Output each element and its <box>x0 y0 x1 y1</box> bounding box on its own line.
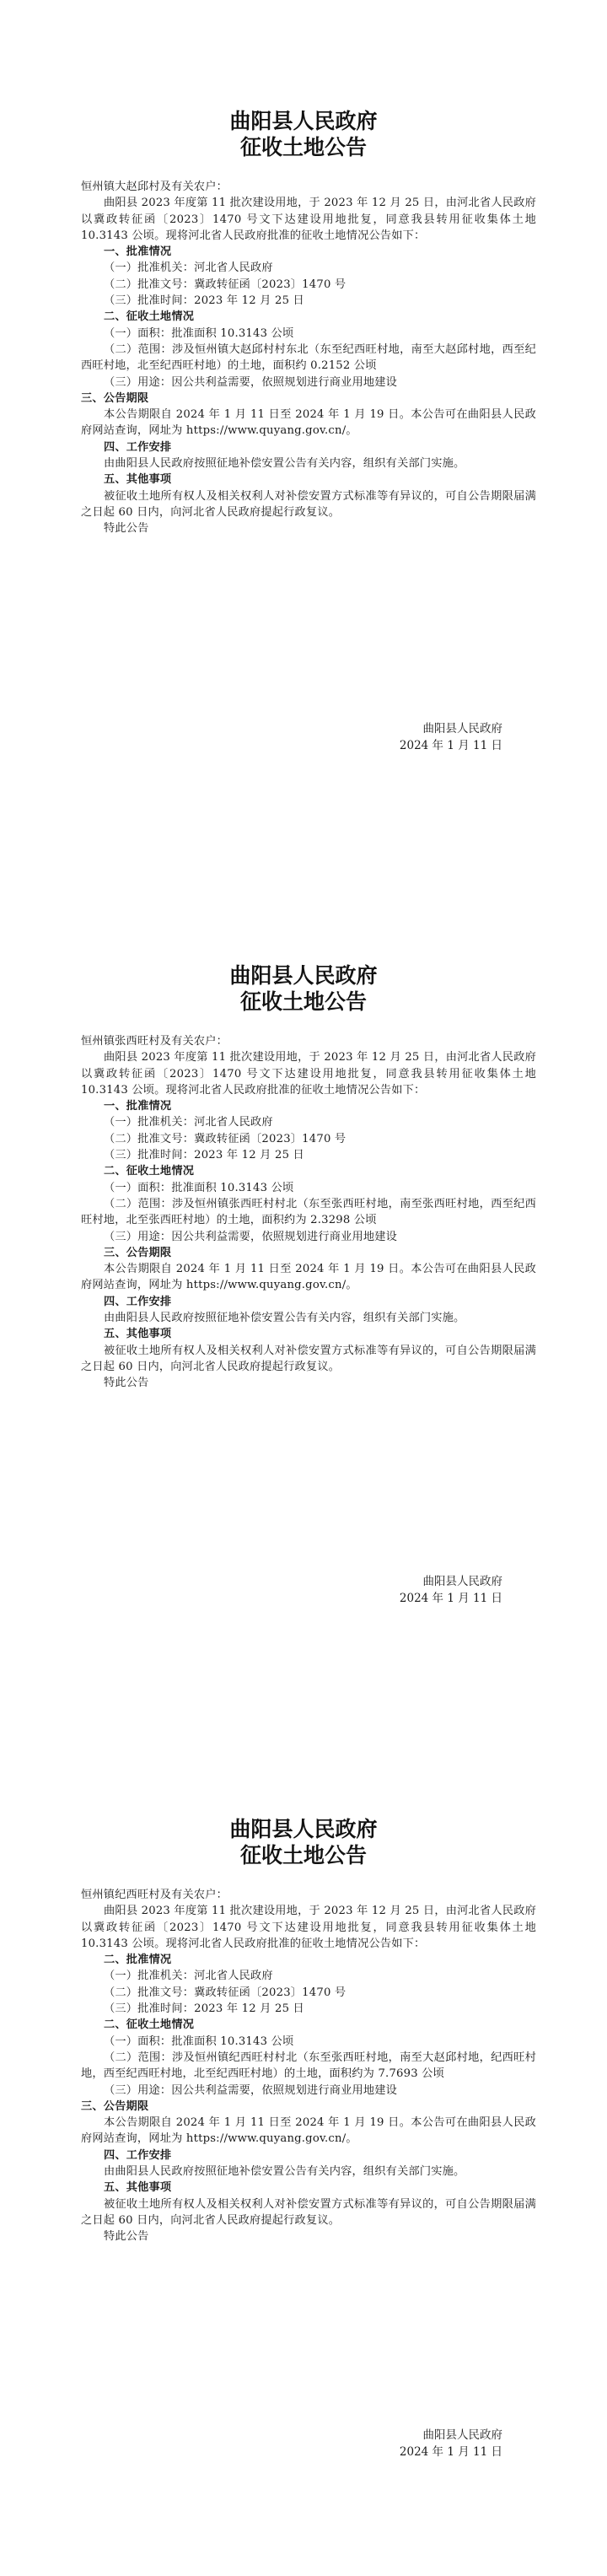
land-item: （一）面积：批准面积 10.3143 公顷 <box>104 326 294 340</box>
title-line-1: 曲阳县人民政府 <box>229 1817 378 1841</box>
land-item: （一）面积：批准面积 10.3143 公顷 <box>104 2034 294 2048</box>
section-heading: 五、其他事项 <box>104 1328 172 1341</box>
title-line-2: 征收土地公告 <box>239 989 367 1014</box>
section-heading: 三、公告期限 <box>81 2099 149 2113</box>
period-paragraph: 本公告期限自 2024 年 1 月 11 日至 2024 年 1 月 19 日。本公告可在曲阳县人民政府网站查询，网址为 https://www.quyang.gov.cn/。 <box>81 408 536 438</box>
section-heading: 四、工作安排 <box>104 1295 172 1308</box>
section-heading: 二、征收土地情况 <box>104 1165 195 1178</box>
period-paragraph: 本公告期限自 2024 年 1 月 11 日至 2024 年 1 月 19 日。本公告可在曲阳县人民政府网站查询，网址为 https://www.quyang.gov.cn/。 <box>81 2116 536 2146</box>
approval-item: （三）批准时间：2023 年 12 月 25 日 <box>104 2002 304 2016</box>
notice-title <box>0 108 607 160</box>
other-paragraph: 被征收土地所有权人及相关权利人对补偿安置方式标准等有异议的，可自公告期限届满之日起 60 日内，向河北省人民政府提起行政复议。 <box>81 2197 536 2227</box>
title-line-2: 征收土地公告 <box>239 135 367 159</box>
approval-item: （一）批准机关：河北省人民政府 <box>104 1970 273 1983</box>
title-line-1: 曲阳县人民政府 <box>229 109 378 133</box>
notice-title <box>0 1816 607 1868</box>
section-heading: 三、公告期限 <box>81 391 149 405</box>
section-heading: 三、公告期限 <box>104 1246 172 1259</box>
addressee: 恒州镇大赵邱村及有关农户： <box>81 181 228 193</box>
section-heading: 一、批准情况 <box>104 1100 172 1113</box>
land-item: （二）范围：涉及恒州镇大赵邱村村东北（东至纪西旺村地，南至大赵邱村地，西至纪西旺村地，北至纪西旺村地）的土地，面积约 0.2152 公顷 <box>81 342 536 373</box>
section-heading: 二、征收土地情况 <box>104 2018 195 2032</box>
work-paragraph: 由曲阳县人民政府按照征地补偿安置公告有关内容，组织有关部门实施。 <box>104 457 465 471</box>
date: 2024 年 1 月 11 日 <box>399 1592 502 1605</box>
section-heading: 二、批准情况 <box>104 1954 172 1967</box>
approval-item: （一）批准机关：河北省人民政府 <box>104 261 273 275</box>
other-paragraph: 被征收土地所有权人及相关权利人对补偿安置方式标准等有异议的，可自公告期限届满之日起 60 日内，向河北省人民政府提起行政复议。 <box>81 489 536 519</box>
approval-item: （二）批准文号：冀政转征函〔2023〕1470 号 <box>104 278 346 291</box>
section-heading: 五、其他事项 <box>104 473 172 487</box>
notice-body <box>81 1033 536 1392</box>
approval-item: （二）批准文号：冀政转征函〔2023〕1470 号 <box>104 1132 346 1145</box>
addressee: 恒州镇纪西旺村及有关农户： <box>81 1889 228 1901</box>
section-heading: 五、其他事项 <box>104 2181 172 2195</box>
intro-paragraph: 曲阳县 2023 年度第 11 批次建设用地，于 2023 年 12 月 25 日，由河北省人民政府以冀政转征函〔2023〕1470 号文下达建设用地批复，同意我县转用征收集体土地 10.3143 公顷。现将河北省人民政府批准的征收土地情况公告如下： <box>81 1051 536 1097</box>
addressee: 恒州镇张西旺村及有关农户： <box>81 1035 228 1048</box>
approval-item: （二）批准文号：冀政转征函〔2023〕1470 号 <box>104 1986 346 1999</box>
date: 2024 年 1 月 11 日 <box>399 2445 502 2459</box>
signature-block <box>334 720 502 754</box>
approval-item: （三）批准时间：2023 年 12 月 25 日 <box>104 1149 304 1162</box>
intro-paragraph: 曲阳县 2023 年度第 11 批次建设用地，于 2023 年 12 月 25 日，由河北省人民政府以冀政转征函〔2023〕1470 号文下达建设用地批复，同意我县转用征收集体土地 10.3143 公顷。现将河北省人民政府批准的征收土地情况公告如下： <box>81 1905 536 1950</box>
date: 2024 年 1 月 11 日 <box>399 739 502 752</box>
section-heading: 二、征收土地情况 <box>104 310 195 324</box>
land-item: （二）范围：涉及恒州镇张西旺村村北（东至张西旺村地，南至张西旺村地，西至纪西旺村地，北至张西旺村地）的土地，面积约为 2.3298 公顷 <box>81 1197 536 1227</box>
signature-block <box>334 2427 502 2460</box>
work-paragraph: 由曲阳县人民政府按照征地补偿安置公告有关内容，组织有关部门实施。 <box>104 2165 465 2179</box>
title-line-1: 曲阳县人民政府 <box>229 963 378 988</box>
title-line-2: 征收土地公告 <box>239 1843 367 1867</box>
approval-item: （一）批准机关：河北省人民政府 <box>104 1116 273 1129</box>
land-item: （三）用途：因公共利益需要，依照规划进行商业用地建设 <box>104 1230 398 1243</box>
signature: 曲阳县人民政府 <box>422 1575 502 1588</box>
land-item: （二）范围：涉及恒州镇纪西旺村村北（东至张西旺村地，南至大赵邱村地，纪西旺村地，西至纪西旺村地，北至纪西旺村地）的土地，面积约为 7.7693 公顷 <box>81 2051 536 2081</box>
land-item: （三）用途：因公共利益需要，依照规划进行商业用地建设 <box>104 2083 398 2097</box>
closing-text: 特此公告 <box>104 2230 149 2244</box>
section-heading: 一、批准情况 <box>104 245 172 259</box>
land-item: （三）用途：因公共利益需要，依照规划进行商业用地建设 <box>104 375 398 389</box>
other-paragraph: 被征收土地所有权人及相关权利人对补偿安置方式标准等有异议的，可自公告期限届满之日起 60 日内，向河北省人民政府提起行政复议。 <box>81 1344 536 1373</box>
notice-body <box>81 1887 536 2245</box>
section-heading: 四、工作安排 <box>104 2148 172 2162</box>
section-heading: 四、工作安排 <box>104 440 172 454</box>
land-item: （一）面积：批准面积 10.3143 公顷 <box>104 1181 294 1194</box>
closing-text: 特此公告 <box>104 1377 149 1390</box>
intro-paragraph: 曲阳县 2023 年度第 11 批次建设用地，于 2023 年 12 月 25 日，由河北省人民政府以冀政转征函〔2023〕1470 号文下达建设用地批复，同意我县转用征收集体土地 10.3143 公顷。现将河北省人民政府批准的征收土地情况公告如下： <box>81 197 536 242</box>
signature-block <box>334 1573 502 1607</box>
work-paragraph: 由曲阳县人民政府按照征地补偿安置公告有关内容，组织有关部门实施。 <box>104 1312 465 1325</box>
notice-title <box>0 962 607 1015</box>
signature: 曲阳县人民政府 <box>422 722 502 736</box>
closing-text: 特此公告 <box>104 522 149 536</box>
signature: 曲阳县人民政府 <box>422 2428 502 2442</box>
period-paragraph: 本公告期限自 2024 年 1 月 11 日至 2024 年 1 月 19 日。本公告可在曲阳县人民政府网站查询，网址为 https://www.quyang.gov.cn/。 <box>81 1263 536 1292</box>
notice-body <box>81 179 536 537</box>
approval-item: （三）批准时间：2023 年 12 月 25 日 <box>104 294 304 308</box>
